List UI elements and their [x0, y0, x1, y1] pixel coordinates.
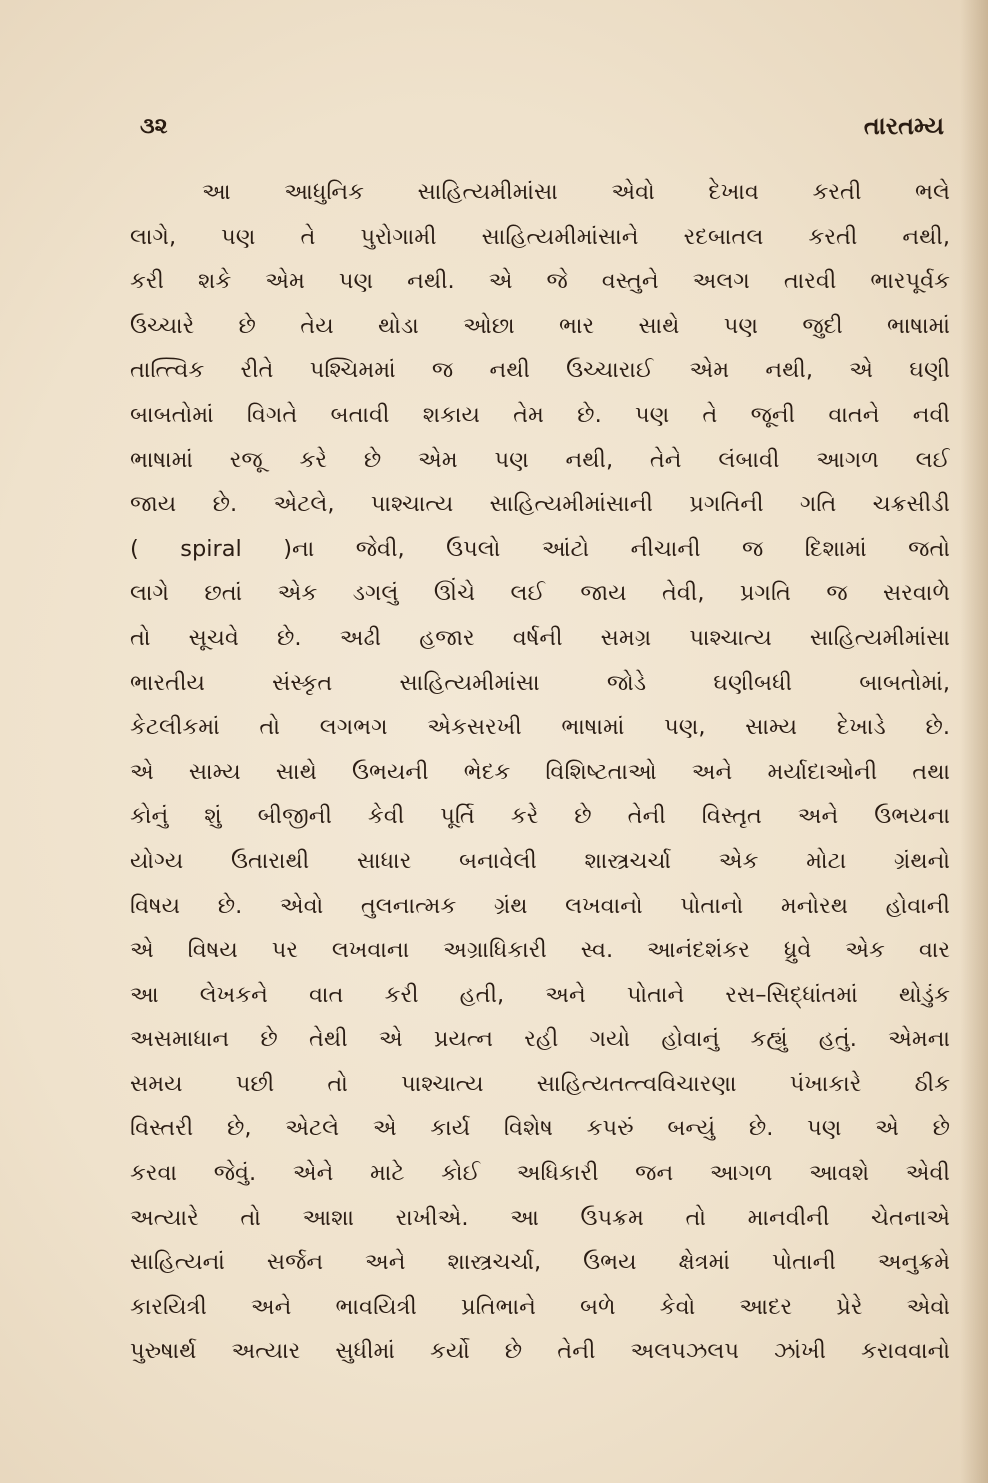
text-line: વિષય છે. એવો તુલનાત્મક ગ્રંથ લખવાનો પોતાનો મનોરથ હોવાની [130, 892, 950, 919]
text-line: ઉચ્ચારે છે તેય થોડા ઓછા ભાર સાથે પણ જુદી ભાષામાં [130, 312, 950, 339]
text-line: કેટલીકમાં તો લગભગ એકસરખી ભાષામાં પણ, સામ્ય દેખાડે છે. [130, 714, 950, 741]
text-line: એ વિષય પર લખવાના અગ્રાધિકારી સ્વ. આનંદશંકર ધ્રુવે એક વાર [130, 937, 950, 964]
page-header [132, 112, 944, 148]
text-line: લાગે છતાં એક ડગલું ઊંચે લઈ જાય તેવી, પ્રગતિ જ સરવાળે [130, 580, 950, 607]
text-line: ભારતીય સંસ્કૃત સાહિત્યમીમાંસા જોડે ઘણીબધી બાબતોમાં, [130, 669, 950, 696]
text-line: કોનું શું બીજીની કેવી પૂર્તિ કરે છે તેની વિસ્તૃત અને ઉભયના [130, 803, 950, 830]
text-line: લાગે, પણ તે પુરોગામી સાહિત્યમીમાંસાને રદબાતલ કરતી નથી, [130, 223, 950, 250]
text-line: ભાષામાં રજૂ કરે છે એમ પણ નથી, તેને લંબાવી આગળ લઈ [130, 446, 950, 473]
text-line: ( spiral )ના જેવી, ઉપલો આંટો નીચાની જ દિશામાં જતો [130, 535, 950, 562]
text-line: અસમાધાન છે તેથી એ પ્રયત્ન રહી ગયો હોવાનું કહ્યું હતું. એમના [130, 1026, 950, 1053]
text-line: અત્યારે તો આશા રાખીએ. આ ઉપક્રમ તો માનવીની ચેતનાએ [130, 1204, 950, 1231]
text-line: પુરુષાર્થ અત્યાર સુધીમાં કર્યો છે તેની અલપઝલપ ઝાંખી કરાવવાનો [130, 1338, 950, 1365]
text-line: બાબતોમાં વિગતે બતાવી શકાય તેમ છે. પણ તે જૂની વાતને નવી [130, 401, 950, 428]
body-text [130, 170, 950, 1374]
running-head: તારતમ્ય [863, 112, 944, 140]
text-line: યોગ્ય ઉતારાથી સાધાર બનાવેલી શાસ્ત્રચર્ચા એક મોટા ગ્રંથનો [130, 847, 950, 874]
text-line: જાય છે. એટલે, પાશ્ચાત્ય સાહિત્યમીમાંસાની પ્રગતિની ગતિ ચક્રસીડી [130, 491, 950, 518]
text-line: કારયિત્રી અને ભાવયિત્રી પ્રતિભાને બળે કેવો આદર પ્રેરે એવો [130, 1293, 950, 1320]
text-line: તો સૂચવે છે. અઢી હજાર વર્ષની સમગ્ર પાશ્ચાત્ય સાહિત્યમીમાંસા [130, 624, 950, 651]
text-line: તાત્ત્વિક રીતે પશ્ચિમમાં જ નથી ઉચ્ચારાઈ એમ નથી, એ ઘણી [130, 357, 950, 384]
text-line: વિસ્તરી છે, એટલે એ કાર્ય વિશેષ કપરું બન્યું છે. પણ એ છે [130, 1115, 950, 1142]
text-line: આ લેખકને વાત કરી હતી, અને પોતાને રસ–સિદ્ધાંતમાં થોડુંક [130, 981, 950, 1008]
page-edge-shadow [960, 0, 988, 1483]
text-line: એ સામ્ય સાથે ઉભયની ભેદક વિશિષ્ટતાઓ અને મર્યાદાઓની તથા [130, 758, 950, 785]
text-line: કરવા જેવું. એને માટે કોઈ અધિકારી જન આગળ આવશે એવી [130, 1160, 950, 1187]
text-line: સાહિત્યનાં સર્જન અને શાસ્ત્રચર્ચા, ઉભય ક્ષેત્રમાં પોતાની અનુક્રમે [130, 1249, 950, 1276]
text-line: કરી શકે એમ પણ નથી. એ જે વસ્તુને અલગ તારવી ભારપૂર્વક [130, 268, 950, 295]
text-line: આ આધુનિક સાહિત્યમીમાંસા એવો દેખાવ કરતી ભલે [202, 179, 950, 205]
page-number: ૩૨ [140, 114, 168, 139]
text-line: સમય પછી તો પાશ્ચાત્ય સાહિત્યતત્ત્વવિચારણા પંખાકારે ઠીક [130, 1070, 950, 1097]
